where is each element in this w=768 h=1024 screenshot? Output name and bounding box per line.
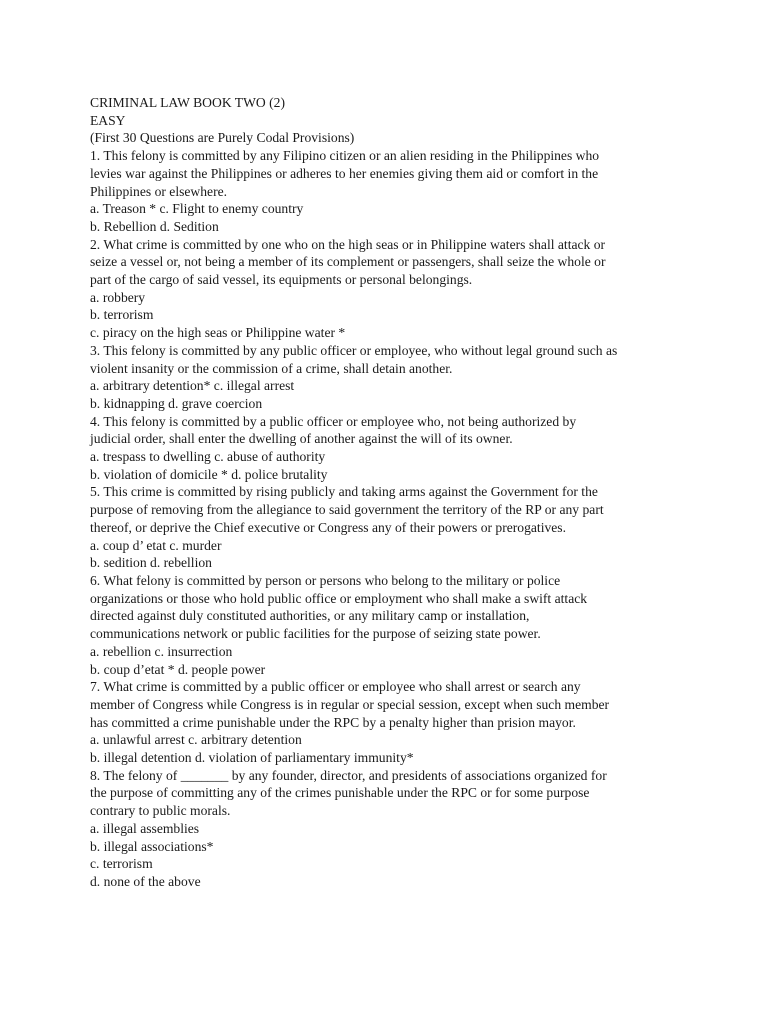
answer-choice-line: b. violation of domicile * d. police brutality bbox=[90, 466, 328, 482]
question-text-line: has committed a crime punishable under the RPC by a penalty higher than prision mayor. bbox=[90, 714, 576, 730]
answer-choice-line: a. trespass to dwelling c. abuse of authority bbox=[90, 449, 326, 465]
answer-choice-line: b. terrorism bbox=[90, 307, 154, 323]
answer-choice-line: a. coup d’ etat c. murder bbox=[90, 537, 222, 553]
question-text-line: 8. The felony of _______ by any founder, director, and presidents of associations organized for bbox=[90, 767, 607, 783]
answer-choice-line: b. kidnapping d. grave coercion bbox=[90, 395, 263, 411]
question-item bbox=[90, 342, 730, 413]
answer-choice-line: b. Rebellion d. Sedition bbox=[90, 218, 219, 234]
answer-choice-line: b. illegal detention d. violation of parliamentary immunity* bbox=[90, 750, 414, 766]
question-text-line: 5. This crime is committed by rising publicly and taking arms against the Government for the bbox=[90, 484, 598, 500]
question-text-line: 1. This felony is committed by any Filipino citizen or an alien residing in the Philippines who bbox=[90, 148, 600, 164]
question-text-line: directed against duly constituted authorities, or any military camp or installation, bbox=[90, 608, 530, 624]
answer-choice-line: b. coup d’etat * d. people power bbox=[90, 661, 266, 677]
answer-choice-line: a. unlawful arrest c. arbitrary detention bbox=[90, 732, 302, 748]
answer-choice-line: a. arbitrary detention* c. illegal arrest bbox=[90, 378, 295, 394]
question-item bbox=[90, 483, 730, 572]
question-text-line: 7. What crime is committed by a public officer or employee who shall arrest or search any bbox=[90, 679, 581, 695]
answer-choice-line: a. rebellion c. insurrection bbox=[90, 643, 233, 659]
question-text-line: 4. This felony is committed by a public officer or employee who, not being authorized by bbox=[90, 413, 577, 429]
question-text-line: seize a vessel or, not being a member of its complement or passengers, shall seize the whole or bbox=[90, 254, 606, 270]
document-page bbox=[90, 94, 730, 891]
answer-choice-line: a. illegal assemblies bbox=[90, 820, 200, 836]
answer-choice-line: a. robbery bbox=[90, 289, 146, 305]
question-text-line: violent insanity or the commission of a crime, shall detain another. bbox=[90, 360, 453, 376]
question-text-line: purpose of removing from the allegiance to said government the territory of the RP or any part bbox=[90, 502, 604, 518]
question-item bbox=[90, 413, 730, 484]
question-item bbox=[90, 147, 730, 236]
question-text-line: the purpose of committing any of the crimes punishable under the RPC or for some purpose bbox=[90, 785, 590, 801]
question-text-line: part of the cargo of said vessel, its equipments or personal belongings. bbox=[90, 272, 473, 288]
question-text-line: 2. What crime is committed by one who on the high seas or in Philippine waters shall attack or bbox=[90, 236, 606, 252]
question-text-line: thereof, or deprive the Chief executive or Congress any of their powers or prerogatives. bbox=[90, 519, 566, 535]
question-text-line: organizations or those who hold public office or employment who shall make a swift attack bbox=[90, 590, 588, 606]
question-text-line: contrary to public morals. bbox=[90, 803, 231, 819]
question-item bbox=[90, 678, 730, 767]
question-text-line: member of Congress while Congress is in regular or special session, except when such member bbox=[90, 696, 610, 712]
difficulty-level: EASY bbox=[90, 112, 126, 128]
answer-choice-line: c. piracy on the high seas or Philippine water * bbox=[90, 325, 346, 341]
question-item bbox=[90, 767, 730, 891]
question-text-line: Philippines or elsewhere. bbox=[90, 183, 228, 199]
question-text-line: 6. What felony is committed by person or persons who belong to the military or police bbox=[90, 572, 561, 588]
question-text-line: levies war against the Philippines or adheres to her enemies giving them aid or comfort in the bbox=[90, 165, 599, 181]
question-item bbox=[90, 572, 730, 678]
document-note: (First 30 Questions are Purely Codal Provisions) bbox=[90, 130, 355, 146]
answer-choice-line: b. sedition d. rebellion bbox=[90, 555, 212, 571]
question-item bbox=[90, 236, 730, 342]
question-text-line: judicial order, shall enter the dwelling of another against the will of its owner. bbox=[90, 431, 513, 447]
answer-choice-line: c. terrorism bbox=[90, 856, 153, 872]
question-text-line: communications network or public facilities for the purpose of seizing state power. bbox=[90, 626, 541, 642]
answer-choice-line: b. illegal associations* bbox=[90, 838, 214, 854]
answer-choice-line: d. none of the above bbox=[90, 873, 201, 889]
document-title: CRIMINAL LAW BOOK TWO (2) bbox=[90, 95, 285, 110]
question-text-line: 3. This felony is committed by any public officer or employee, who without legal ground such as bbox=[90, 342, 618, 358]
question-list bbox=[90, 147, 730, 891]
answer-choice-line: a. Treason * c. Flight to enemy country bbox=[90, 201, 304, 217]
